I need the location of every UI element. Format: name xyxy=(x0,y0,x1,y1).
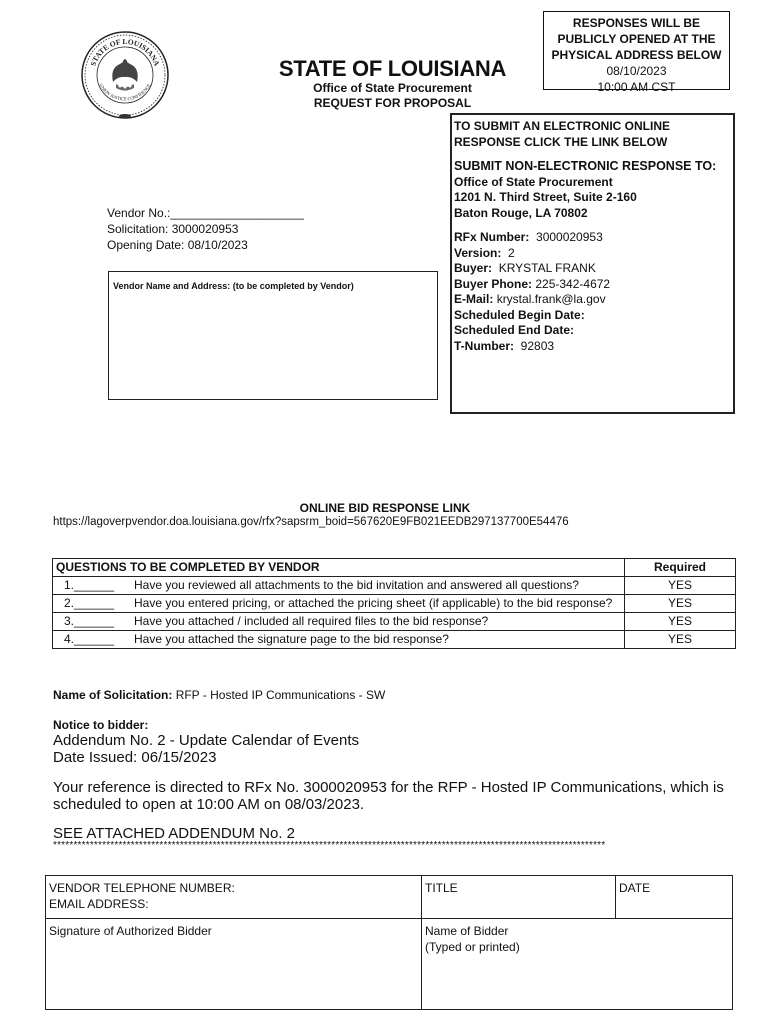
electronic-instructions-1: TO SUBMIT AN ELECTRONIC ONLINE xyxy=(454,119,670,133)
vendor-name-address-box[interactable] xyxy=(108,271,438,400)
solicitation-number: Solicitation: 3000020953 xyxy=(107,222,239,236)
question-number[interactable]: 3.______ xyxy=(64,614,115,628)
addendum-info xyxy=(53,732,359,766)
see-attached: SEE ATTACHED ADDENDUM No. 2 xyxy=(53,825,295,842)
document-type: REQUEST FOR PROPOSAL xyxy=(313,96,472,110)
rfx-number-row xyxy=(454,230,733,246)
t-number-value: 92803 xyxy=(520,338,555,353)
title-cell[interactable] xyxy=(422,876,616,919)
solicitation-name-label: Name of Solicitation: xyxy=(53,688,173,702)
address-line-3: Baton Rouge, LA 70802 xyxy=(454,205,588,220)
online-bid-link[interactable]: https://lagoverpvendor.doa.louisiana.gov/rfx?sapsrm_boid=567620E9FB021EEDB297137700E54476 xyxy=(53,516,569,528)
address-line-2: 1201 N. Third Street, Suite 2-160 xyxy=(454,190,637,204)
signature-label: Signature of Authorized Bidder xyxy=(49,924,212,938)
question-number[interactable]: 2.______ xyxy=(64,596,115,610)
t-number-row xyxy=(454,339,733,355)
seal-motto: UNION JUSTICE CONFIDENCE xyxy=(98,82,152,102)
buyer-label: Buyer: xyxy=(454,261,493,275)
solicitation-name-value: RFP - Hosted IP Communications - SW xyxy=(175,688,386,702)
seal-text: STATE OF LOUISIANA xyxy=(88,36,162,68)
t-number-label: T-Number: xyxy=(454,338,514,353)
bidder-name-hint: (Typed or printed) xyxy=(425,940,520,954)
office-name: Office of State Procurement xyxy=(313,81,472,95)
email-label: E-Mail: xyxy=(454,292,494,306)
question-text: Have you entered pricing, or attached the pricing sheet (if applicable) to the bid response? xyxy=(134,596,613,610)
vendor-phone-email-cell[interactable] xyxy=(46,876,422,919)
notice-label: Notice to bidder: xyxy=(53,718,149,732)
email-row xyxy=(454,292,733,308)
page-title: STATE OF LOUISIANA xyxy=(278,56,507,81)
question-text: Have you attached / included all required files to the bid response? xyxy=(134,614,489,628)
email-value[interactable]: krystal.frank@la.gov xyxy=(496,292,606,306)
svg-text:UNION JUSTICE CONFIDENCE xyxy=(98,83,151,102)
required-value: YES xyxy=(625,577,736,595)
opening-date-line: Opening Date: 08/10/2023 xyxy=(107,238,248,252)
table-row xyxy=(53,577,736,595)
question-text: Have you attached the signature page to the bid response? xyxy=(134,632,449,646)
required-value: YES xyxy=(625,631,736,649)
question-number[interactable]: 1.______ xyxy=(64,578,115,592)
buyer-phone-label: Buyer Phone: xyxy=(454,276,533,291)
buyer-phone-value: 225-342-4672 xyxy=(535,276,611,291)
opening-time: 10:00 AM CST xyxy=(597,80,676,94)
buyer-value: KRYSTAL FRANK xyxy=(498,261,596,275)
louisiana-state-seal xyxy=(80,30,170,120)
table-row xyxy=(53,613,736,631)
question-number[interactable]: 4.______ xyxy=(64,632,115,646)
star-divider: *************************************************************************************************************************************** xyxy=(53,840,606,851)
bidder-name-label: Name of Bidder xyxy=(425,924,509,938)
signature-cell[interactable] xyxy=(46,919,422,1010)
table-row xyxy=(53,595,736,613)
vendor-info xyxy=(107,205,304,253)
questions-header: QUESTIONS TO BE COMPLETED BY VENDOR xyxy=(53,559,625,577)
reference-text: Your reference is directed to RFx No. 3000020953 for the RFP - Hosted IP Communications, which is scheduled to open at 10:00 AM on 08/03/2023. xyxy=(53,779,724,813)
date-cell[interactable] xyxy=(616,876,733,919)
opening-date: 08/10/2023 xyxy=(606,64,667,78)
table-header-row xyxy=(53,559,736,577)
solicitation-name xyxy=(53,688,385,702)
vendor-email-label: EMAIL ADDRESS: xyxy=(49,897,149,911)
rfx-number-value: 3000020953 xyxy=(536,230,603,244)
bidder-name-cell[interactable] xyxy=(422,919,733,1010)
vendor-phone-label: VENDOR TELEPHONE NUMBER: xyxy=(49,881,235,895)
version-value: 2 xyxy=(508,245,515,260)
nonelectronic-heading: SUBMIT NON-ELECTRONIC RESPONSE TO: xyxy=(454,159,717,173)
required-value: YES xyxy=(625,595,736,613)
opening-line-1: RESPONSES WILL BE xyxy=(572,16,701,30)
required-value: YES xyxy=(625,613,736,631)
address-line-1: Office of State Procurement xyxy=(454,174,613,189)
vendor-number: Vendor No.:____________________ xyxy=(107,206,304,220)
scheduled-begin-label: Scheduled Begin Date: xyxy=(454,307,585,322)
vendor-questions-table xyxy=(52,558,736,649)
version-row xyxy=(454,246,733,262)
rfx-number-label: RFx Number: xyxy=(454,230,530,244)
date-issued: Date Issued: 06/15/2023 xyxy=(53,749,217,766)
online-bid-link-heading: ONLINE BID RESPONSE LINK xyxy=(299,501,471,515)
buyer-phone-row xyxy=(454,277,733,293)
opening-line-2: PUBLICLY OPENED AT THE xyxy=(557,32,716,46)
scheduled-end-label: Scheduled End Date: xyxy=(454,323,575,337)
buyer-row xyxy=(454,261,733,277)
version-label: Version: xyxy=(454,245,502,260)
vendor-name-address-label: Vendor Name and Address: (to be completed by Vendor) xyxy=(113,281,354,291)
question-text: Have you reviewed all attachments to the bid invitation and answered all questions? xyxy=(134,578,579,592)
date-label: DATE xyxy=(619,881,651,895)
signature-table xyxy=(45,875,733,1010)
title-label: TITLE xyxy=(425,881,458,895)
table-row xyxy=(53,631,736,649)
electronic-instructions-2: RESPONSE CLICK THE LINK BELOW xyxy=(454,134,668,149)
required-header: Required xyxy=(625,559,736,577)
submission-info-box xyxy=(450,113,735,414)
opening-info-box xyxy=(543,11,730,94)
opening-line-3: PHYSICAL ADDRESS BELOW xyxy=(551,48,722,62)
addendum-title: Addendum No. 2 - Update Calendar of Events xyxy=(53,732,360,749)
